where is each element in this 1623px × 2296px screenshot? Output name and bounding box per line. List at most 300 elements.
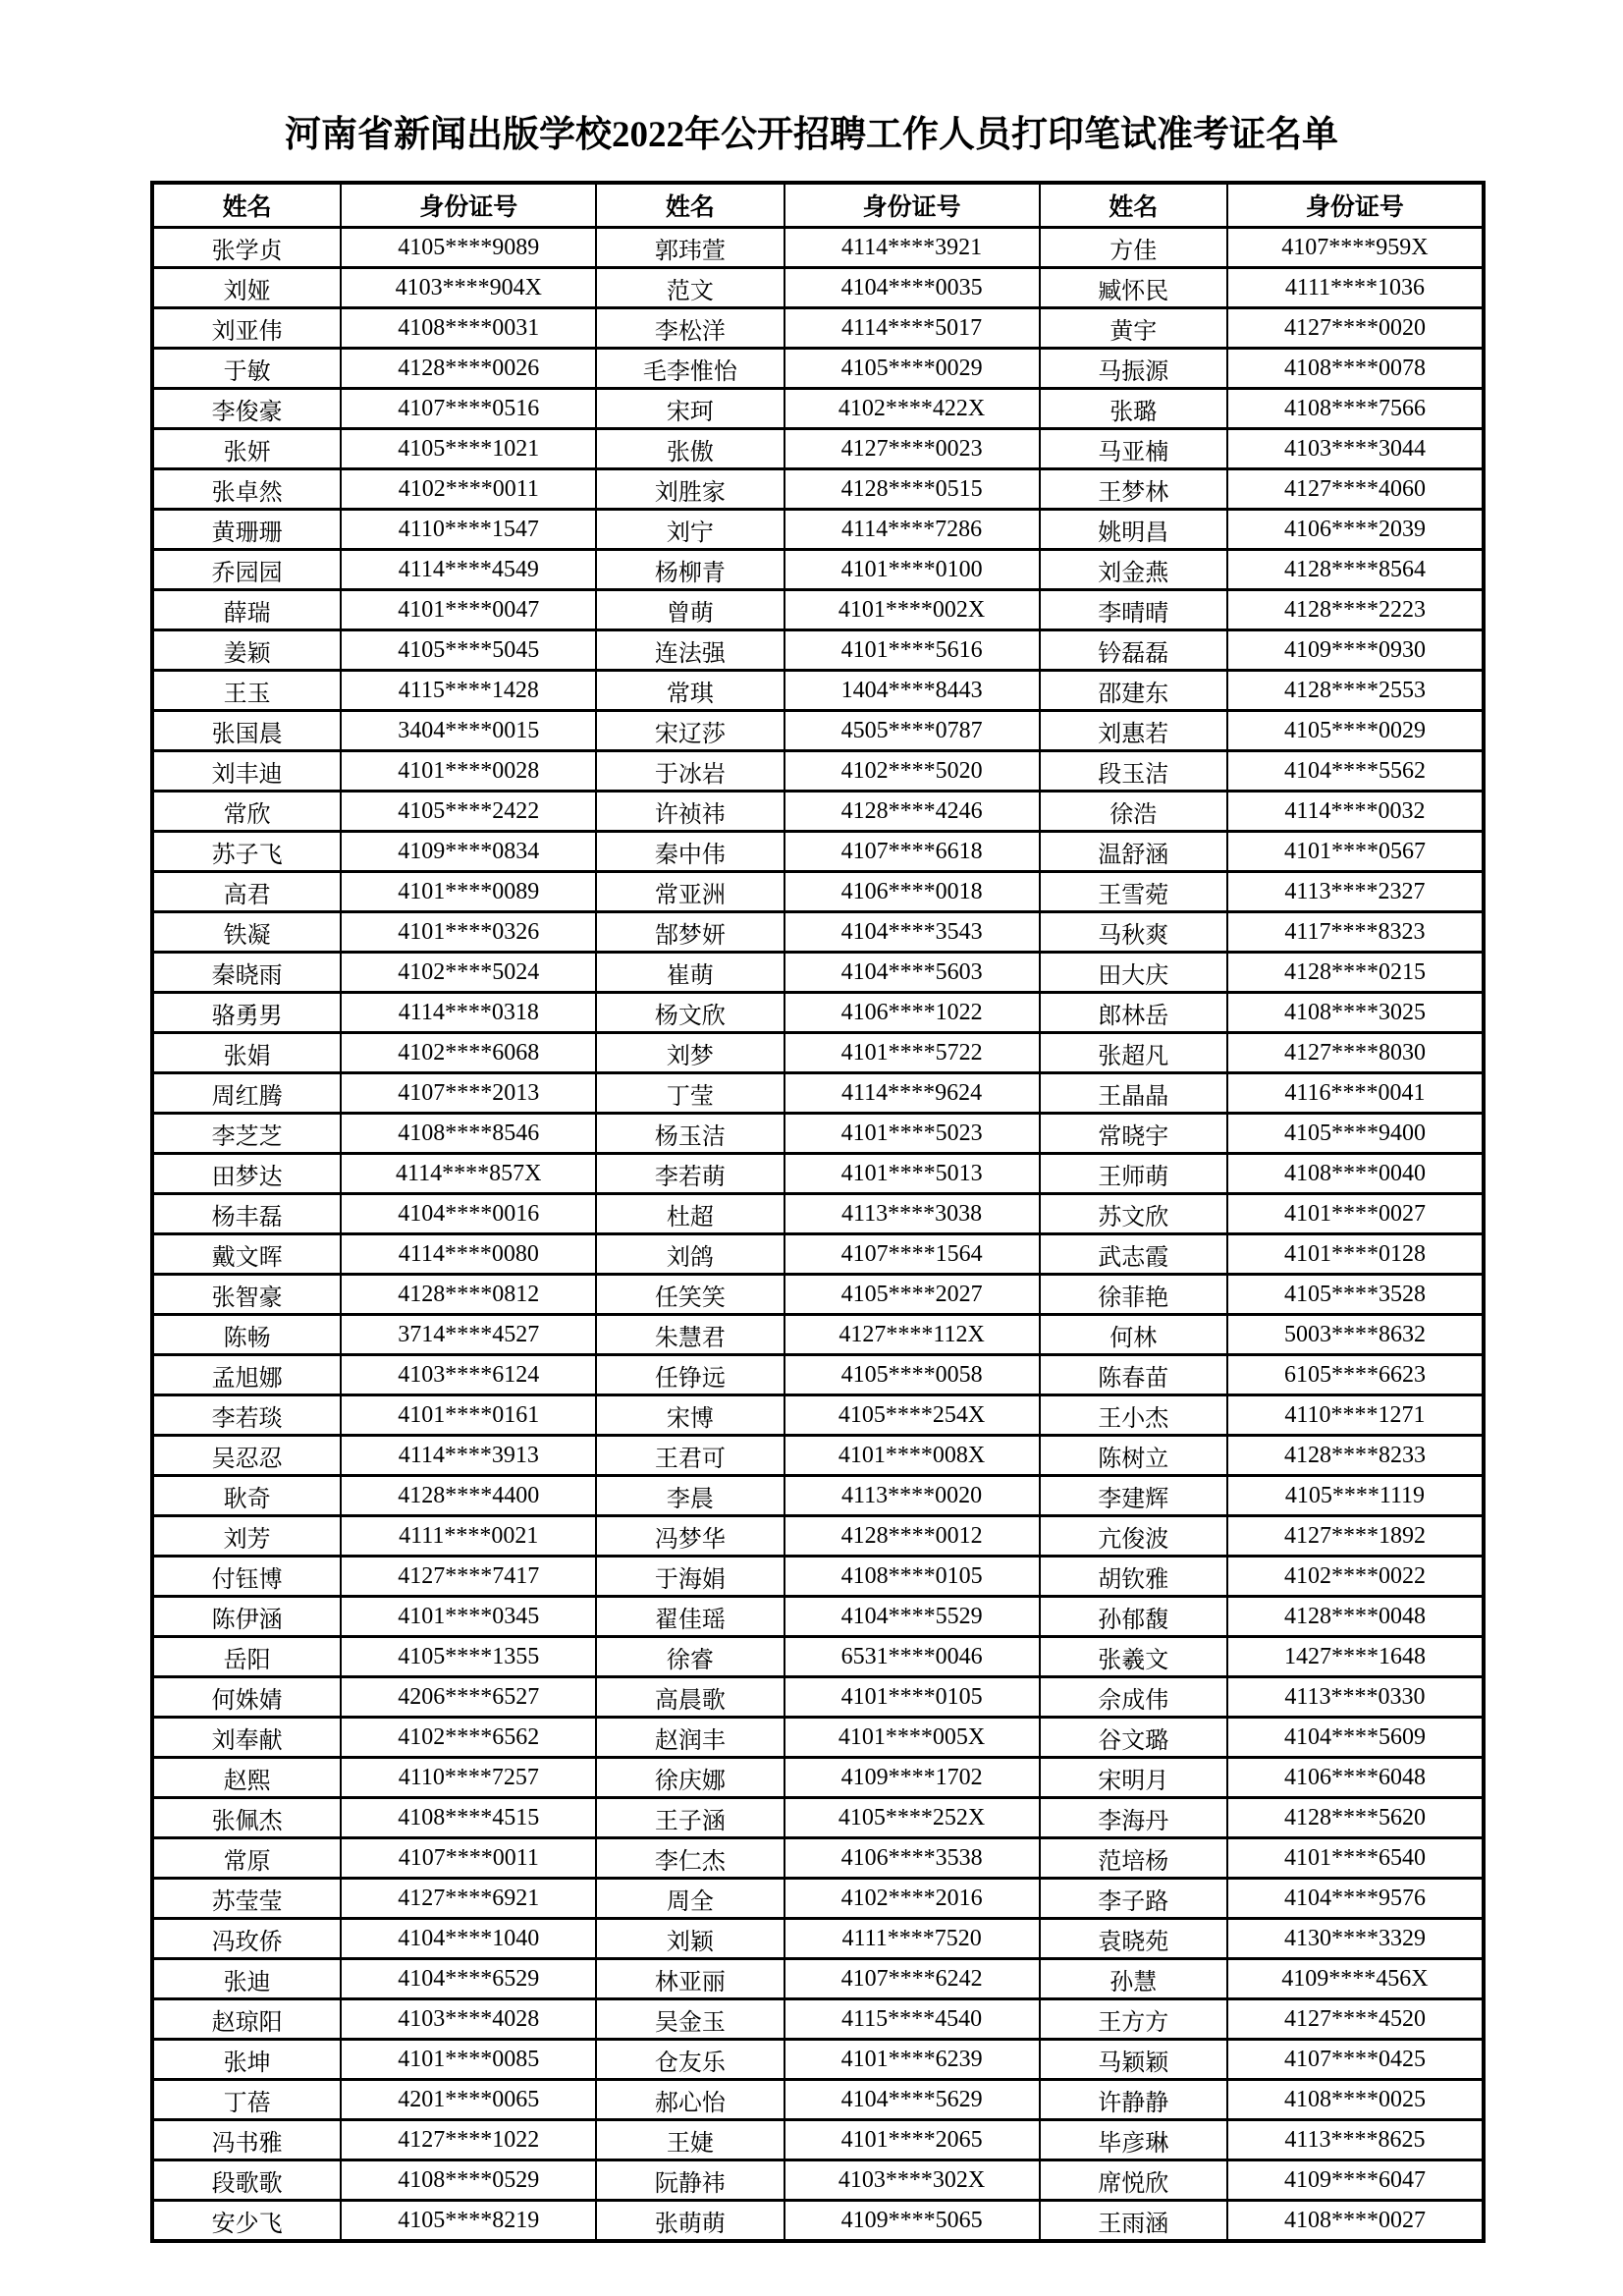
- id-cell: 4107****6242: [784, 1959, 1040, 1999]
- table-row: [152, 308, 1484, 349]
- name-cell: 王子涵: [596, 1798, 784, 1838]
- name-cell: 刘宁: [596, 510, 784, 550]
- name-cell: 袁晓苑: [1040, 1919, 1227, 1959]
- id-cell: 4105****2422: [341, 792, 596, 832]
- name-cell: 吴金玉: [596, 1999, 784, 2040]
- id-cell: 4128****0026: [341, 349, 596, 389]
- id-cell: 4106****3538: [784, 1838, 1040, 1879]
- id-cell: 4109****0930: [1227, 630, 1484, 671]
- id-cell: 4106****0018: [784, 872, 1040, 912]
- name-cell: 张国晨: [152, 711, 341, 751]
- id-cell: 4127****1892: [1227, 1516, 1484, 1557]
- id-cell: 4101****0128: [1227, 1234, 1484, 1275]
- name-cell: 许静静: [1040, 2080, 1227, 2120]
- name-cell: 高晨歌: [596, 1677, 784, 1718]
- table-row: [152, 630, 1484, 671]
- table-row: [152, 1838, 1484, 1879]
- table-row: [152, 228, 1484, 268]
- name-cell: 马振源: [1040, 349, 1227, 389]
- id-cell: 4109****6047: [1227, 2160, 1484, 2201]
- page-title: 河南省新闻出版学校2022年公开招聘工作人员打印笔试准考证名单: [285, 115, 1338, 155]
- name-cell: 宋博: [596, 1395, 784, 1436]
- id-cell: 4105****254X: [784, 1395, 1040, 1436]
- table-row: [152, 671, 1484, 711]
- id-cell: 4105****2027: [784, 1275, 1040, 1315]
- name-cell: 郜梦妍: [596, 912, 784, 953]
- id-cell: 4101****0161: [341, 1395, 596, 1436]
- name-cell: 徐庆娜: [596, 1758, 784, 1798]
- name-cell: 刘鸽: [596, 1234, 784, 1275]
- id-cell: 4114****0032: [1227, 792, 1484, 832]
- id-cell: 4114****7286: [784, 510, 1040, 550]
- name-cell: 陈春苗: [1040, 1355, 1227, 1395]
- name-cell: 杨玉洁: [596, 1114, 784, 1154]
- name-cell: 杨柳青: [596, 550, 784, 590]
- name-cell: 田梦达: [152, 1154, 341, 1194]
- header-id: 身份证号: [341, 183, 596, 228]
- name-cell: 骆勇男: [152, 993, 341, 1033]
- id-cell: 4101****0100: [784, 550, 1040, 590]
- name-cell: 常琪: [596, 671, 784, 711]
- name-cell: 于敏: [152, 349, 341, 389]
- id-cell: 4128****0012: [784, 1516, 1040, 1557]
- name-cell: 张妍: [152, 429, 341, 469]
- id-cell: 4102****6068: [341, 1033, 596, 1073]
- id-cell: 4110****1547: [341, 510, 596, 550]
- name-cell: 铁凝: [152, 912, 341, 953]
- table-row: [152, 953, 1484, 993]
- table-row: [152, 1073, 1484, 1114]
- name-cell: 仓友乐: [596, 2040, 784, 2080]
- name-cell: 张坤: [152, 2040, 341, 2080]
- name-cell: 连法强: [596, 630, 784, 671]
- id-cell: 4104****1040: [341, 1919, 596, 1959]
- name-cell: 段玉洁: [1040, 751, 1227, 792]
- name-cell: 黄珊珊: [152, 510, 341, 550]
- id-cell: 4104****0016: [341, 1194, 596, 1234]
- name-cell: 徐睿: [596, 1637, 784, 1677]
- table-row: [152, 2080, 1484, 2120]
- name-cell: 李松洋: [596, 308, 784, 349]
- name-cell: 孙慧: [1040, 1959, 1227, 1999]
- table-row: [152, 1114, 1484, 1154]
- name-cell: 王雨涵: [1040, 2201, 1227, 2242]
- name-cell: 李子路: [1040, 1879, 1227, 1919]
- id-cell: 4113****0020: [784, 1476, 1040, 1516]
- id-cell: 4108****8546: [341, 1114, 596, 1154]
- name-cell: 丁莹: [596, 1073, 784, 1114]
- table-row: [152, 510, 1484, 550]
- name-cell: 陈畅: [152, 1315, 341, 1355]
- id-cell: 4108****0078: [1227, 349, 1484, 389]
- id-cell: 4128****2553: [1227, 671, 1484, 711]
- id-cell: 4107****6618: [784, 832, 1040, 872]
- name-cell: 毕彦琳: [1040, 2120, 1227, 2160]
- name-cell: 刘颖: [596, 1919, 784, 1959]
- id-cell: 4114****4549: [341, 550, 596, 590]
- id-cell: 4105****8219: [341, 2201, 596, 2242]
- name-cell: 孟旭娜: [152, 1355, 341, 1395]
- name-cell: 谷文璐: [1040, 1718, 1227, 1758]
- id-cell: 4105****0058: [784, 1355, 1040, 1395]
- id-cell: 4105****1021: [341, 429, 596, 469]
- name-cell: 刘胜家: [596, 469, 784, 510]
- id-cell: 4108****4515: [341, 1798, 596, 1838]
- id-cell: 6105****6623: [1227, 1355, 1484, 1395]
- name-cell: 宋明月: [1040, 1758, 1227, 1798]
- id-cell: 4101****0027: [1227, 1194, 1484, 1234]
- name-cell: 于冰岩: [596, 751, 784, 792]
- id-cell: 4127****1022: [341, 2120, 596, 2160]
- id-cell: 4104****0035: [784, 268, 1040, 308]
- id-cell: 4102****422X: [784, 389, 1040, 429]
- name-cell: 郝心怡: [596, 2080, 784, 2120]
- name-cell: 常亚洲: [596, 872, 784, 912]
- table-row: [152, 1798, 1484, 1838]
- id-cell: 4106****2039: [1227, 510, 1484, 550]
- name-cell: 张卓然: [152, 469, 341, 510]
- name-cell: 张迪: [152, 1959, 341, 1999]
- id-cell: 4101****0567: [1227, 832, 1484, 872]
- name-cell: 王梦林: [1040, 469, 1227, 510]
- name-cell: 张智豪: [152, 1275, 341, 1315]
- name-cell: 任铮远: [596, 1355, 784, 1395]
- id-cell: 4127****4060: [1227, 469, 1484, 510]
- id-cell: 4102****0022: [1227, 1557, 1484, 1597]
- header-name: 姓名: [152, 183, 341, 228]
- id-cell: 4127****112X: [784, 1315, 1040, 1355]
- name-cell: 钤磊磊: [1040, 630, 1227, 671]
- name-cell: 刘梦: [596, 1033, 784, 1073]
- id-cell: 4101****0047: [341, 590, 596, 630]
- name-cell: 王晶晶: [1040, 1073, 1227, 1114]
- table-row: [152, 1999, 1484, 2040]
- table-row: [152, 469, 1484, 510]
- name-cell: 刘芳: [152, 1516, 341, 1557]
- name-cell: 高君: [152, 872, 341, 912]
- id-cell: 4104****5609: [1227, 1718, 1484, 1758]
- table-row: [152, 2160, 1484, 2201]
- name-cell: 杨丰磊: [152, 1194, 341, 1234]
- name-cell: 毛李惟怡: [596, 349, 784, 389]
- id-cell: 4111****0021: [341, 1516, 596, 1557]
- id-cell: 4101****002X: [784, 590, 1040, 630]
- table-row: [152, 832, 1484, 872]
- id-cell: 4113****3038: [784, 1194, 1040, 1234]
- name-cell: 王玉: [152, 671, 341, 711]
- id-cell: 4128****0215: [1227, 953, 1484, 993]
- id-cell: 4128****8233: [1227, 1436, 1484, 1476]
- roster-table: [150, 181, 1486, 2243]
- name-cell: 何林: [1040, 1315, 1227, 1355]
- name-cell: 王小杰: [1040, 1395, 1227, 1436]
- name-cell: 胡钦雅: [1040, 1557, 1227, 1597]
- id-cell: 4107****0516: [341, 389, 596, 429]
- id-cell: 4108****0529: [341, 2160, 596, 2201]
- id-cell: 4101****5023: [784, 1114, 1040, 1154]
- table-row: [152, 1275, 1484, 1315]
- id-cell: 4106****1022: [784, 993, 1040, 1033]
- id-cell: 4103****6124: [341, 1355, 596, 1395]
- name-cell: 戴文晖: [152, 1234, 341, 1275]
- id-cell: 4127****6921: [341, 1879, 596, 1919]
- name-cell: 崔萌: [596, 953, 784, 993]
- id-cell: 4111****1036: [1227, 268, 1484, 308]
- id-cell: 4109****1702: [784, 1758, 1040, 1798]
- name-cell: 常欣: [152, 792, 341, 832]
- id-cell: 4105****0029: [784, 349, 1040, 389]
- name-cell: 郎林岳: [1040, 993, 1227, 1033]
- id-cell: 4104****9576: [1227, 1879, 1484, 1919]
- id-cell: 4105****9400: [1227, 1114, 1484, 1154]
- table-row: [152, 1637, 1484, 1677]
- name-cell: 李海丹: [1040, 1798, 1227, 1838]
- id-cell: 4113****0330: [1227, 1677, 1484, 1718]
- name-cell: 马亚楠: [1040, 429, 1227, 469]
- table-row: [152, 429, 1484, 469]
- id-cell: 4127****0020: [1227, 308, 1484, 349]
- name-cell: 王方方: [1040, 1999, 1227, 2040]
- id-cell: 4128****0515: [784, 469, 1040, 510]
- table-row: [152, 1476, 1484, 1516]
- name-cell: 刘奉献: [152, 1718, 341, 1758]
- id-cell: 4115****1428: [341, 671, 596, 711]
- id-cell: 4103****302X: [784, 2160, 1040, 2201]
- id-cell: 4101****0089: [341, 872, 596, 912]
- name-cell: 周全: [596, 1879, 784, 1919]
- name-cell: 赵琼阳: [152, 1999, 341, 2040]
- table-row: [152, 751, 1484, 792]
- name-cell: 秦中伟: [596, 832, 784, 872]
- id-cell: 4128****4400: [341, 1476, 596, 1516]
- table-row: [152, 1234, 1484, 1275]
- name-cell: 李若琰: [152, 1395, 341, 1436]
- name-cell: 王师萌: [1040, 1154, 1227, 1194]
- table-row: [152, 872, 1484, 912]
- id-cell: 4101****0326: [341, 912, 596, 953]
- id-cell: 4505****0787: [784, 711, 1040, 751]
- table-row: [152, 1395, 1484, 1436]
- id-cell: 4101****0028: [341, 751, 596, 792]
- name-cell: 冯书雅: [152, 2120, 341, 2160]
- id-cell: 4108****0040: [1227, 1154, 1484, 1194]
- name-cell: 徐菲艳: [1040, 1275, 1227, 1315]
- id-cell: 4102****2016: [784, 1879, 1040, 1919]
- name-cell: 阮静祎: [596, 2160, 784, 2201]
- id-cell: 4108****0025: [1227, 2080, 1484, 2120]
- id-cell: 4128****5620: [1227, 1798, 1484, 1838]
- id-cell: 4101****0085: [341, 2040, 596, 2080]
- name-cell: 田大庆: [1040, 953, 1227, 993]
- name-cell: 张佩杰: [152, 1798, 341, 1838]
- name-cell: 许祯祎: [596, 792, 784, 832]
- id-cell: 4111****7520: [784, 1919, 1040, 1959]
- id-cell: 4105****0029: [1227, 711, 1484, 751]
- id-cell: 4104****5603: [784, 953, 1040, 993]
- id-cell: 4109****456X: [1227, 1959, 1484, 1999]
- table-row: [152, 1677, 1484, 1718]
- table-row: [152, 2040, 1484, 2080]
- id-cell: 4113****2327: [1227, 872, 1484, 912]
- name-cell: 于海娟: [596, 1557, 784, 1597]
- name-cell: 付钰博: [152, 1557, 341, 1597]
- table-row: [152, 711, 1484, 751]
- id-cell: 4127****7417: [341, 1557, 596, 1597]
- id-cell: 4105****5045: [341, 630, 596, 671]
- header-id: 身份证号: [1227, 183, 1484, 228]
- name-cell: 乔园园: [152, 550, 341, 590]
- id-cell: 4114****0318: [341, 993, 596, 1033]
- name-cell: 任笑笑: [596, 1275, 784, 1315]
- name-cell: 武志霞: [1040, 1234, 1227, 1275]
- table-row: [152, 1959, 1484, 1999]
- name-cell: 宋辽莎: [596, 711, 784, 751]
- name-cell: 常原: [152, 1838, 341, 1879]
- name-cell: 刘亚伟: [152, 308, 341, 349]
- id-cell: 4102****6562: [341, 1718, 596, 1758]
- id-cell: 4101****6239: [784, 2040, 1040, 2080]
- table-row: [152, 1758, 1484, 1798]
- name-cell: 林亚丽: [596, 1959, 784, 1999]
- id-cell: 4114****0080: [341, 1234, 596, 1275]
- table-row: [152, 268, 1484, 308]
- id-cell: 4104****3543: [784, 912, 1040, 953]
- table-row: [152, 1033, 1484, 1073]
- name-cell: 赵熙: [152, 1758, 341, 1798]
- name-cell: 杨文欣: [596, 993, 784, 1033]
- name-cell: 朱慧君: [596, 1315, 784, 1355]
- id-cell: 3404****0015: [341, 711, 596, 751]
- name-cell: 臧怀民: [1040, 268, 1227, 308]
- id-cell: 4107****2013: [341, 1073, 596, 1114]
- id-cell: 4101****0105: [784, 1677, 1040, 1718]
- table-row: [152, 993, 1484, 1033]
- name-cell: 翟佳瑶: [596, 1597, 784, 1637]
- name-cell: 李俊豪: [152, 389, 341, 429]
- id-cell: 4104****5562: [1227, 751, 1484, 792]
- name-cell: 苏文欣: [1040, 1194, 1227, 1234]
- id-cell: 4115****4540: [784, 1999, 1040, 2040]
- name-cell: 姜颖: [152, 630, 341, 671]
- name-cell: 范文: [596, 268, 784, 308]
- id-cell: 4101****5616: [784, 630, 1040, 671]
- name-cell: 秦晓雨: [152, 953, 341, 993]
- id-cell: 6531****0046: [784, 1637, 1040, 1677]
- id-cell: 4114****5017: [784, 308, 1040, 349]
- name-cell: 马颖颖: [1040, 2040, 1227, 2080]
- id-cell: 4102****0011: [341, 469, 596, 510]
- table-row: [152, 1194, 1484, 1234]
- id-cell: 4117****8323: [1227, 912, 1484, 953]
- id-cell: 4104****6529: [341, 1959, 596, 1999]
- header-name: 姓名: [596, 183, 784, 228]
- name-cell: 方佳: [1040, 228, 1227, 268]
- id-cell: 4107****959X: [1227, 228, 1484, 268]
- name-cell: 赵润丰: [596, 1718, 784, 1758]
- table-row: [152, 550, 1484, 590]
- id-cell: 4109****5065: [784, 2201, 1040, 2242]
- name-cell: 黄宇: [1040, 308, 1227, 349]
- id-cell: 4103****4028: [341, 1999, 596, 2040]
- table-row: [152, 792, 1484, 832]
- name-cell: 张璐: [1040, 389, 1227, 429]
- name-cell: 张傲: [596, 429, 784, 469]
- name-cell: 李晴晴: [1040, 590, 1227, 630]
- name-cell: 冯梦华: [596, 1516, 784, 1557]
- id-cell: 4102****5020: [784, 751, 1040, 792]
- name-cell: 丁蓓: [152, 2080, 341, 2120]
- name-cell: 王雪菀: [1040, 872, 1227, 912]
- table-row: [152, 349, 1484, 389]
- id-cell: 5003****8632: [1227, 1315, 1484, 1355]
- name-cell: 段歌歌: [152, 2160, 341, 2201]
- id-cell: 4101****5722: [784, 1033, 1040, 1073]
- name-cell: 岳阳: [152, 1637, 341, 1677]
- table-row: [152, 1154, 1484, 1194]
- id-cell: 4105****9089: [341, 228, 596, 268]
- name-cell: 陈伊涵: [152, 1597, 341, 1637]
- table-row: [152, 1919, 1484, 1959]
- name-cell: 张羲文: [1040, 1637, 1227, 1677]
- id-cell: 4127****0023: [784, 429, 1040, 469]
- table-row: [152, 1597, 1484, 1637]
- name-cell: 杜超: [596, 1194, 784, 1234]
- id-cell: 4110****7257: [341, 1758, 596, 1798]
- name-cell: 范培杨: [1040, 1838, 1227, 1879]
- name-cell: 张萌萌: [596, 2201, 784, 2242]
- id-cell: 4105****1119: [1227, 1476, 1484, 1516]
- id-cell: 4108****7566: [1227, 389, 1484, 429]
- name-cell: 席悦欣: [1040, 2160, 1227, 2201]
- table-row: [152, 1879, 1484, 1919]
- id-cell: 4108****0031: [341, 308, 596, 349]
- name-cell: 张超凡: [1040, 1033, 1227, 1073]
- id-cell: 4114****857X: [341, 1154, 596, 1194]
- name-cell: 刘娅: [152, 268, 341, 308]
- id-cell: 4128****4246: [784, 792, 1040, 832]
- name-cell: 周红腾: [152, 1073, 341, 1114]
- name-cell: 张学贞: [152, 228, 341, 268]
- id-cell: 4107****1564: [784, 1234, 1040, 1275]
- name-cell: 孙郁馥: [1040, 1597, 1227, 1637]
- table-row: [152, 1436, 1484, 1476]
- name-cell: 姚明昌: [1040, 510, 1227, 550]
- header-row: [152, 183, 1484, 228]
- name-cell: 张娟: [152, 1033, 341, 1073]
- id-cell: 4107****0425: [1227, 2040, 1484, 2080]
- name-cell: 王君可: [596, 1436, 784, 1476]
- id-cell: 4113****8625: [1227, 2120, 1484, 2160]
- name-cell: 刘丰迪: [152, 751, 341, 792]
- id-cell: 4109****0834: [341, 832, 596, 872]
- name-cell: 陈树立: [1040, 1436, 1227, 1476]
- name-cell: 王婕: [596, 2120, 784, 2160]
- id-cell: 1427****1648: [1227, 1637, 1484, 1677]
- id-cell: 4114****9624: [784, 1073, 1040, 1114]
- id-cell: 4128****0048: [1227, 1597, 1484, 1637]
- name-cell: 耿奇: [152, 1476, 341, 1516]
- id-cell: 4128****8564: [1227, 550, 1484, 590]
- name-cell: 李建辉: [1040, 1476, 1227, 1516]
- id-cell: 4114****3913: [341, 1436, 596, 1476]
- table-row: [152, 1355, 1484, 1395]
- id-cell: 4101****008X: [784, 1436, 1040, 1476]
- id-cell: 4101****005X: [784, 1718, 1040, 1758]
- id-cell: 4110****1271: [1227, 1395, 1484, 1436]
- name-cell: 安少飞: [152, 2201, 341, 2242]
- table-row: [152, 912, 1484, 953]
- name-cell: 薛瑞: [152, 590, 341, 630]
